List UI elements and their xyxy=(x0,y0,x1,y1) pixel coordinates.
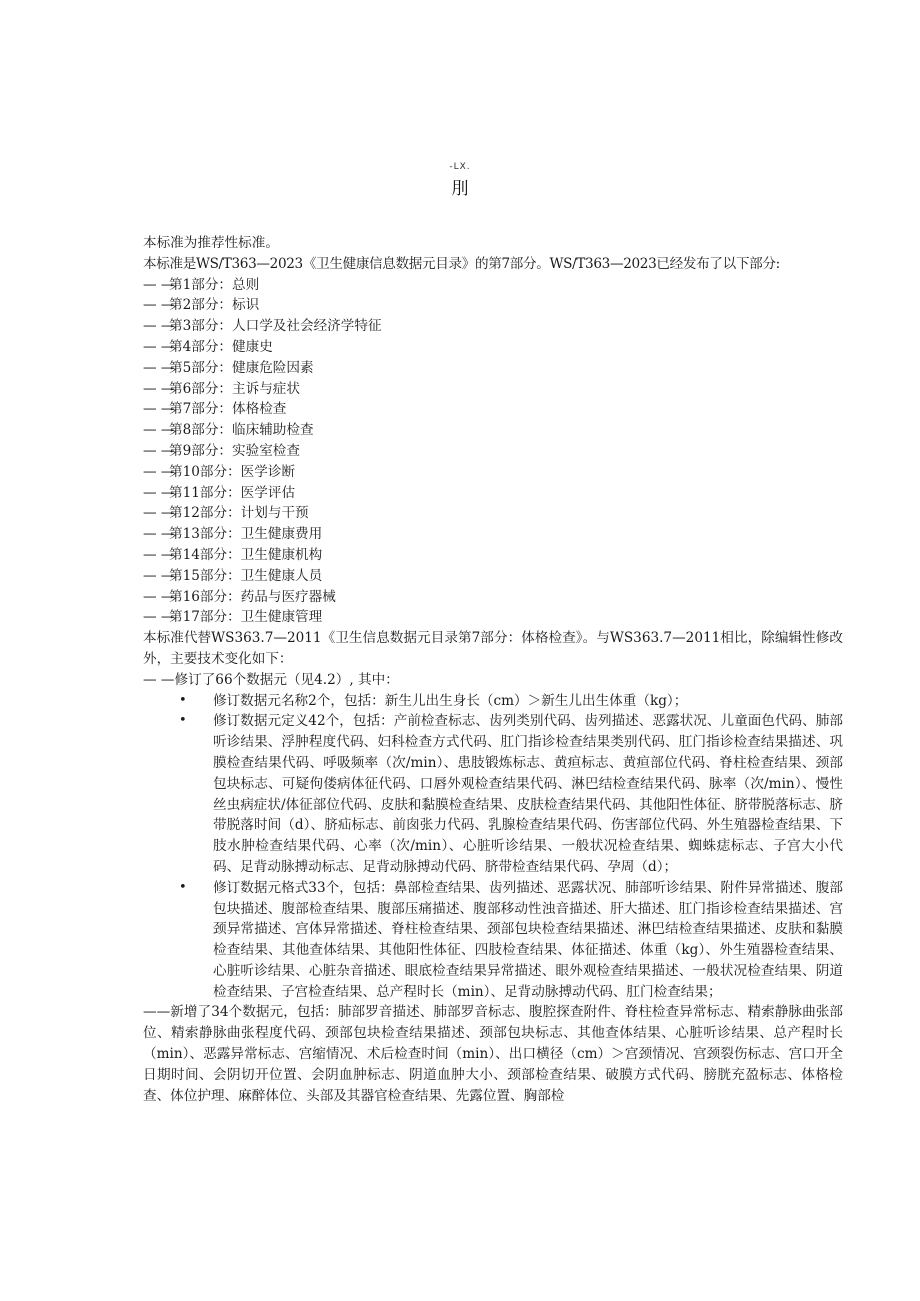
part-text: 第13部分：卫生健康费用 xyxy=(169,526,323,543)
part-text: 第9部分：实验室检查 xyxy=(169,442,300,459)
part-item xyxy=(143,607,843,628)
part-dash: — — xyxy=(143,505,175,522)
part-item xyxy=(143,483,843,504)
part-dash: — — xyxy=(143,588,175,605)
part-item xyxy=(143,462,843,483)
part-item xyxy=(143,545,843,566)
foreword-title: 刖 xyxy=(451,179,469,199)
part-item xyxy=(143,524,843,545)
change-item-text: 修订数据元定义42个，包括：产前检查标志、齿列类别代码、齿列描述、恶露状况、儿童面色代码、肺部听诊结果、浮肿程度代码、妇科检查方式代码、肛门指诊检查结果类别代码、肛门指诊检查结果描述、巩膜检查结果代码、呼吸频率（次/min）、患肢锻炼标志、黄疸标志、黄疸部位代码、脊柱检查结果、颈部包块标志、可疑佝偻病体征代码、口唇外观检查结果代码、淋巴结检查结果代码、脉率（次/min）、慢性丝虫病症状/体征部位代码、皮肤和黏膜检查结果、皮肤检查结果代码、其他阳性体征、脐带脱落标志、脐带脱落时间（d）、脐疝标志、前囱张力代码、乳腺检查结果代码、伤害部位代码、外生殖器检查结果、下肢水肿检查结果代码、心率（次/min）、心脏听诊结果、一般状况检查结果、蜘蛛痣标志、子宫大小代码、足背动脉搏动标志、足背动脉搏动代码、脐带检查结果代码、孕周（d）； xyxy=(213,713,843,875)
changes-list xyxy=(143,691,843,1003)
part-item xyxy=(143,358,843,379)
part-text: 第7部分：体格检查 xyxy=(169,401,287,418)
bullet-icon: • xyxy=(179,879,187,895)
part-dash: — — xyxy=(143,401,175,418)
part-text: 第17部分：卫生健康管理 xyxy=(169,609,323,626)
part-dash: — — xyxy=(143,463,175,480)
part-item xyxy=(143,399,843,420)
part-dash: — — xyxy=(143,380,175,397)
part-text: 第5部分：健康危险因素 xyxy=(169,359,314,376)
bullet-icon: • xyxy=(179,713,187,729)
intro-line-2: 本标准是WS/T363—2023《卫生健康信息数据元目录》的第7部分。WS/T363—2023已经发布了以下部分: xyxy=(143,255,780,272)
parts-list xyxy=(143,275,843,629)
part-text: 第6部分：主诉与症状 xyxy=(169,380,300,397)
part-text: 第11部分：医学评估 xyxy=(169,484,296,501)
part-text: 第3部分：人口学及社会经济学特征 xyxy=(169,318,382,335)
part-dash: — — xyxy=(143,297,175,314)
part-dash: — — xyxy=(143,318,175,335)
part-item xyxy=(143,566,843,587)
part-item xyxy=(143,503,843,524)
foreword-body xyxy=(143,233,843,1106)
part-dash: — — xyxy=(143,338,175,355)
part-text: 第15部分：卫生健康人员 xyxy=(169,567,323,584)
change-item-text: 修订数据元名称2个，包括：新生儿出生身长（cm）＞新生儿出生体重（kg）； xyxy=(213,692,688,709)
part-dash: — — xyxy=(143,546,175,563)
part-dash: — — xyxy=(143,484,175,501)
part-item xyxy=(143,316,843,337)
part-item xyxy=(143,275,843,296)
change-item xyxy=(143,711,843,877)
part-dash: — — xyxy=(143,276,175,293)
part-item xyxy=(143,587,843,608)
part-dash: — — xyxy=(143,422,175,439)
part-dash: — — xyxy=(143,526,175,543)
part-text: 第2部分：标识 xyxy=(169,297,260,314)
replaces-paragraph: 本标准代替WS363.7—2011《卫生信息数据元目录第7部分：体格检查》。与WS363.7—2011相比，除编辑性修改外，主要技术变化如下： xyxy=(143,630,844,667)
change-item xyxy=(143,878,843,1003)
part-text: 第4部分：健康史 xyxy=(169,338,273,355)
part-item xyxy=(143,441,843,462)
part-text: 第8部分：临床辅助检查 xyxy=(169,422,314,439)
part-text: 第12部分：计划与干预 xyxy=(169,505,309,522)
added-paragraph: ——新增了34个数据元，包括：肺部罗音描述、肺部罗音标志、腹腔探查附件、脊柱检查异常标志、精索静脉曲张部位、精索静脉曲张程度代码、颈部包块检查结果描述、颈部包块标志、其他查体结果、心脏听诊结果、总产程时长（min）、恶露异常标志、宫缩情况、术后检查时间（min）、出口横径（cm）＞宫颈情况、宫颈裂伤标志、宫口开全日期时间、会阴切开位置、会阴血肿标志、阴道血肿大小、颈部检查结果、破膜方式代码、膀胱充盈标志、体格检查、体位护理、麻醉体位、头部及其器官检查结果、先露位置、胸部检 xyxy=(143,1004,843,1104)
part-dash: — — xyxy=(143,567,175,584)
part-dash: — — xyxy=(143,442,175,459)
part-dash: — — xyxy=(143,609,175,626)
part-text: 第16部分：药品与医疗器械 xyxy=(169,588,336,605)
part-item xyxy=(143,420,843,441)
bullet-icon: • xyxy=(179,692,187,708)
part-text: 第14部分：卫生健康机构 xyxy=(169,546,323,563)
change-item xyxy=(143,691,843,712)
part-item xyxy=(143,337,843,358)
part-item xyxy=(143,295,843,316)
header-mark: -LX. xyxy=(449,162,471,172)
changes-heading: — —修订了66个数据元（见4.2）, 其中： xyxy=(143,671,399,688)
part-text: 第1部分：总则 xyxy=(169,276,260,293)
part-dash: — — xyxy=(143,359,175,376)
part-text: 第10部分：医学诊断 xyxy=(169,463,296,480)
change-item-text: 修订数据元格式33个，包括：鼻部检查结果、齿列描述、恶露状况、肺部听诊结果、附件异常描述、腹部包块描述、腹部检查结果、腹部压痛描述、腹部移动性浊音描述、肝大描述、肛门指诊检查结果描述、宫颈异常描述、宫体异常描述、脊柱检查结果、颈部包块检查结果描述、淋巴结检查结果描述、皮肤和黏膜检查结果、其他查体结果、其他阳性体征、四肢检查结果、体征描述、体重（kg）、外生殖器检查结果、心脏听诊结果、心脏杂音描述、眼底检查结果异常描述、眼外观检查结果描述、一般状况检查结果、阴道检查结果、子宫检查结果、总产程时长（min）、足背动脉搏动代码、肛门检查结果； xyxy=(213,879,843,1000)
intro-line-1: 本标准为推荐性标准。 xyxy=(143,235,279,251)
part-item xyxy=(143,379,843,400)
